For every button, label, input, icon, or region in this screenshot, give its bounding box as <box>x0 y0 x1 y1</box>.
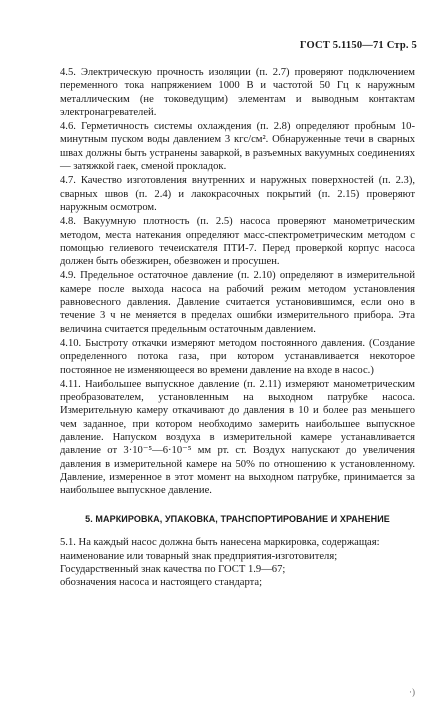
list-item: наименование или товарный знак предприятия-изготовителя; <box>60 550 338 562</box>
corner-mark: ·) <box>409 687 415 697</box>
standard-number: ГОСТ 5.1150—71 <box>299 40 384 51</box>
paragraph-4-7: 4.7. Качество изготовления внутренних и наружных поверхностей (п. 2.3), сварных швов (п. 2.4) и лакокрасочных покрытий (п. 2.15) проверяют наружным осмотром. <box>60 175 415 213</box>
list-item: обозначения насоса и настоящего стандарта; <box>60 577 263 589</box>
paragraph-5-1: 5.1. На каждый насос должна быть нанесена маркировка, содержащая: <box>60 536 380 548</box>
paragraph-4-10: 4.10. Быстроту откачки измеряют методом постоянного давления. (Создание определенного потока газа, при котором устанавливается некоторое постоянное не изменяющееся во времени давление на входе в насос.) <box>60 337 415 376</box>
paragraph-4-6: 4.6. Герметичность системы охлаждения (п. 2.8) определяют пробным 10-минутным пуском воды давлением 3 кгс/см². Обнаруженные течи в сварных швах должны быть устранены заваркой, в разъемных вакуумных соединениях — затяжкой гаек, сменой прокладок. <box>60 121 415 173</box>
paragraph-4-5: 4.5. Электрическую прочность изоляции (п. 2.7) проверяют подключением переменного тока напряжением 1000 В и частотой 50 Гц к наружным металлическим (не токоведущим) элементам и выводным контактам электронагревателей. <box>60 67 415 118</box>
page-number: Стр. 5 <box>386 40 417 51</box>
paragraph-4-11: 4.11. Наибольшее выпускное давление (п. 2.11) измеряют манометрическим преобразователем, установленным на выходном патрубке насоса. Измерительную камеру откачивают до давления в 10 и более раз меньшего чем заданное, при котором необходимо замерить наибольшее выпускное давление. Напуском воздуха в измерительной камере устанавливается давление от 3·10⁻⁵—6·10⁻⁵ мм рт. ст. Воздух напускают до увеличения давления в измерительной камере на 50% по отношению к установленному. Давление, измеренное в этот момент на выходном патрубке, принимается за наибольшее выпускное давление. <box>60 378 415 497</box>
body-text <box>60 66 415 590</box>
section-title: 5. МАРКИРОВКА, УПАКОВКА, ТРАНСПОРТИРОВАНИЕ И ХРАНЕНИЕ <box>85 513 390 524</box>
list-item: Государственный знак качества по ГОСТ 1.9—67; <box>60 564 286 576</box>
paragraph-4-9: 4.9. Предельное остаточное давление (п. 2.10) определяют в измерительной камере после выхода насоса на рабочий режим методом установления равновесного давления. Давление считается установившимся, если оно в течение 3 ч не меняется в пределах ошибки измерительного прибора. Эта величина считается предельным остаточным давлением. <box>60 270 415 335</box>
paragraph-4-8: 4.8. Вакуумную плотность (п. 2.5) насоса проверяют манометрическим методом, места натекания определяют масс-спектрометрическим методом с помощью гелиевого течеискателя ПТИ-7. Перед проверкой корпус насоса должен быть обезжирен, обезвожен и просушен. <box>60 216 415 268</box>
page-header <box>300 40 417 51</box>
